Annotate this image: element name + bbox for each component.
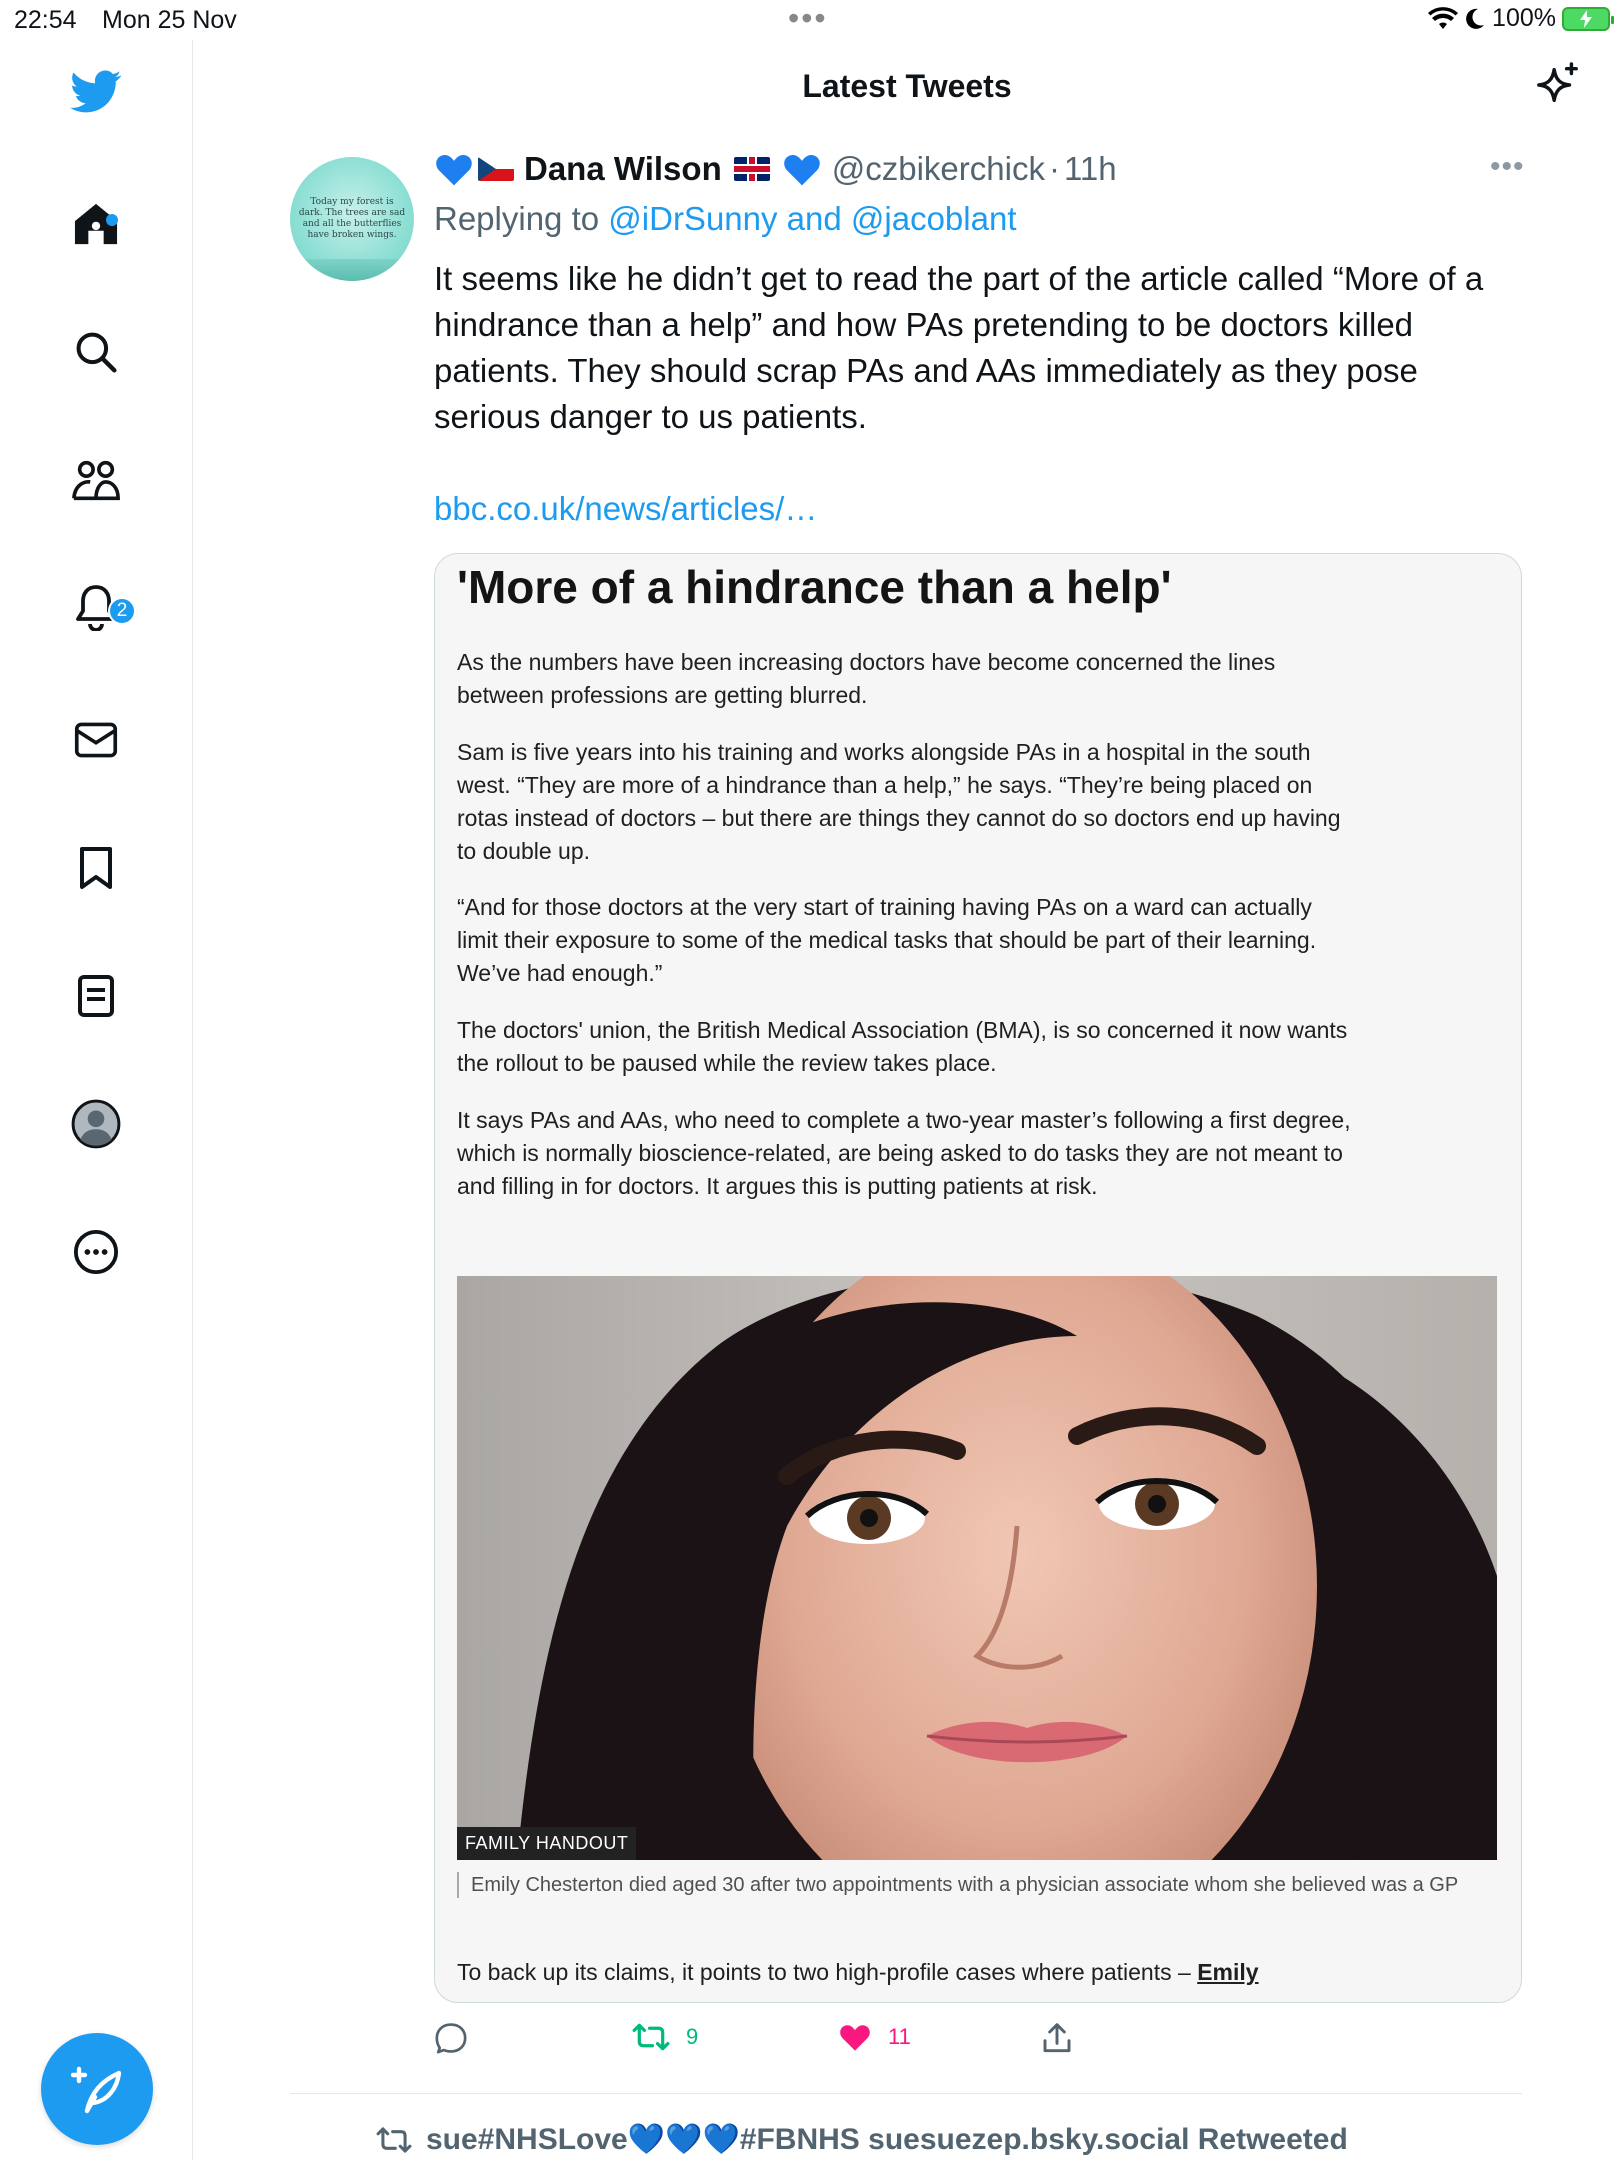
avatar-quote-text: Today my forest is dark. The trees are sad and all the butterflies have broken wings. [298, 197, 406, 240]
blue-heart-icon [434, 151, 474, 187]
retweeted-by-row[interactable] [376, 2122, 1348, 2157]
sparkle-timeline-icon[interactable] [1535, 62, 1581, 113]
status-bar [0, 0, 1620, 40]
tweet-more-icon[interactable]: ••• [1490, 150, 1525, 183]
page-title: Latest Tweets [802, 68, 1012, 104]
article-paragraph: “And for those doctors at the very start of training having PAs on a ward can actually limit their exposure to some of the medical tasks that should be part of their learning. We’ve had enough.” [457, 894, 1317, 986]
avatar-grass [290, 259, 414, 281]
photo-credit-tag: FAMILY HANDOUT [457, 1827, 636, 1860]
tweet-actions [434, 2022, 1134, 2066]
retweet-button[interactable] [632, 2022, 698, 2052]
retweet-count: 9 [686, 2024, 699, 2049]
like-count: 11 [888, 2024, 911, 2049]
photo-caption: Emily Chesterton died aged 30 after two appointments with a physician associate whom she believed was a GP [457, 1872, 1497, 1898]
attached-image-card[interactable] [434, 553, 1522, 2003]
article-tail-text: To back up its claims, it points to two high-profile cases where patients – [457, 1959, 1191, 1985]
compose-feather-icon [71, 2063, 123, 2115]
author-handle[interactable]: @czbikerchick [831, 150, 1045, 187]
search-icon[interactable] [70, 326, 122, 378]
uk-flag-icon [734, 157, 770, 181]
battery-percent: 100% [1492, 4, 1556, 32]
portrait-illustration [457, 1276, 1497, 1860]
communities-icon[interactable] [70, 455, 122, 507]
article-paragraph: It says PAs and AAs, who need to complete a two-year master’s following a first degree, which is normally bioscience-related, are being asked to do tasks they are not meant to and filling in for doctors. It argues this is putting patients at risk. [457, 1107, 1351, 1199]
article-photo [457, 1276, 1497, 1860]
author-avatar[interactable] [290, 157, 414, 281]
messages-envelope-icon[interactable] [70, 714, 122, 766]
sidebar [0, 40, 193, 2160]
twitter-bird-icon[interactable] [70, 66, 122, 118]
retweeted-by-text: sue#NHSLove💙💙💙#FBNHS suesuezep.bsky.social Retweeted [426, 2123, 1348, 2156]
tweet-header [434, 150, 1117, 188]
tweet-time[interactable]: 11h [1063, 150, 1117, 187]
status-date: Mon 25 Nov [102, 6, 237, 34]
like-button[interactable] [838, 2022, 911, 2052]
wifi-icon [1428, 7, 1458, 31]
tweet-divider [290, 2093, 1522, 2094]
retweet-small-icon [376, 2126, 412, 2154]
author-name[interactable]: Dana Wilson [524, 150, 722, 187]
more-options-icon[interactable] [70, 1226, 122, 1278]
notifications-badge: 2 [108, 597, 136, 625]
lists-icon[interactable] [70, 970, 122, 1022]
article-paragraph: As the numbers have been increasing doctors have become concerned the lines between professions are getting blurred. [457, 649, 1276, 708]
bookmarks-icon[interactable] [70, 842, 122, 894]
header-separator: · [1048, 150, 1060, 187]
replying-prefix: Replying to [434, 200, 600, 237]
reply-button[interactable] [434, 2022, 468, 2054]
retweet-icon [632, 2022, 670, 2052]
article-paragraph: Sam is five years into his training and works alongside PAs in a hospital in the south west. “They are more of a hindrance than a help,” he says. “They’re being placed on rotas instead of doctors – but there are things they cannot do so doctors end up having to double up. [457, 739, 1341, 864]
tweet-link[interactable]: bbc.co.uk/news/articles/… [434, 490, 818, 527]
replying-to [434, 200, 1017, 238]
article-tail-link[interactable]: Emily [1197, 1959, 1259, 1985]
tweet-text: It seems like he didn’t get to read the part of the article called “More of a hindrance than a help” and how PAs pretending to be doctors killed patients. They should scrap PAs and AAs immediately as they pose serious danger to us patients. [434, 260, 1484, 435]
share-button[interactable] [1042, 2022, 1072, 2054]
compose-tweet-button[interactable] [41, 2033, 153, 2145]
replying-mentions[interactable]: @iDrSunny and @jacoblant [608, 200, 1017, 237]
battery-icon [1562, 7, 1610, 31]
czech-flag-icon [478, 157, 514, 181]
profile-avatar-icon[interactable] [70, 1098, 122, 1150]
moon-icon [1464, 7, 1486, 31]
reply-icon [434, 2022, 468, 2054]
home-unread-dot [106, 214, 118, 226]
article-continuation [457, 1959, 1259, 1986]
multitasking-dots-icon[interactable]: ••• [788, 0, 828, 36]
blue-heart-icon [782, 151, 822, 187]
status-right [1428, 4, 1610, 33]
status-time: 22:54 [14, 6, 77, 34]
heart-filled-icon [838, 2022, 872, 2052]
article-headline: 'More of a hindrance than a help' [457, 561, 1172, 613]
share-icon [1042, 2022, 1072, 2054]
article-paragraph: The doctors' union, the British Medical Association (BMA), is so concerned it now wants the rollout to be paused while the review takes place. [457, 1017, 1348, 1076]
